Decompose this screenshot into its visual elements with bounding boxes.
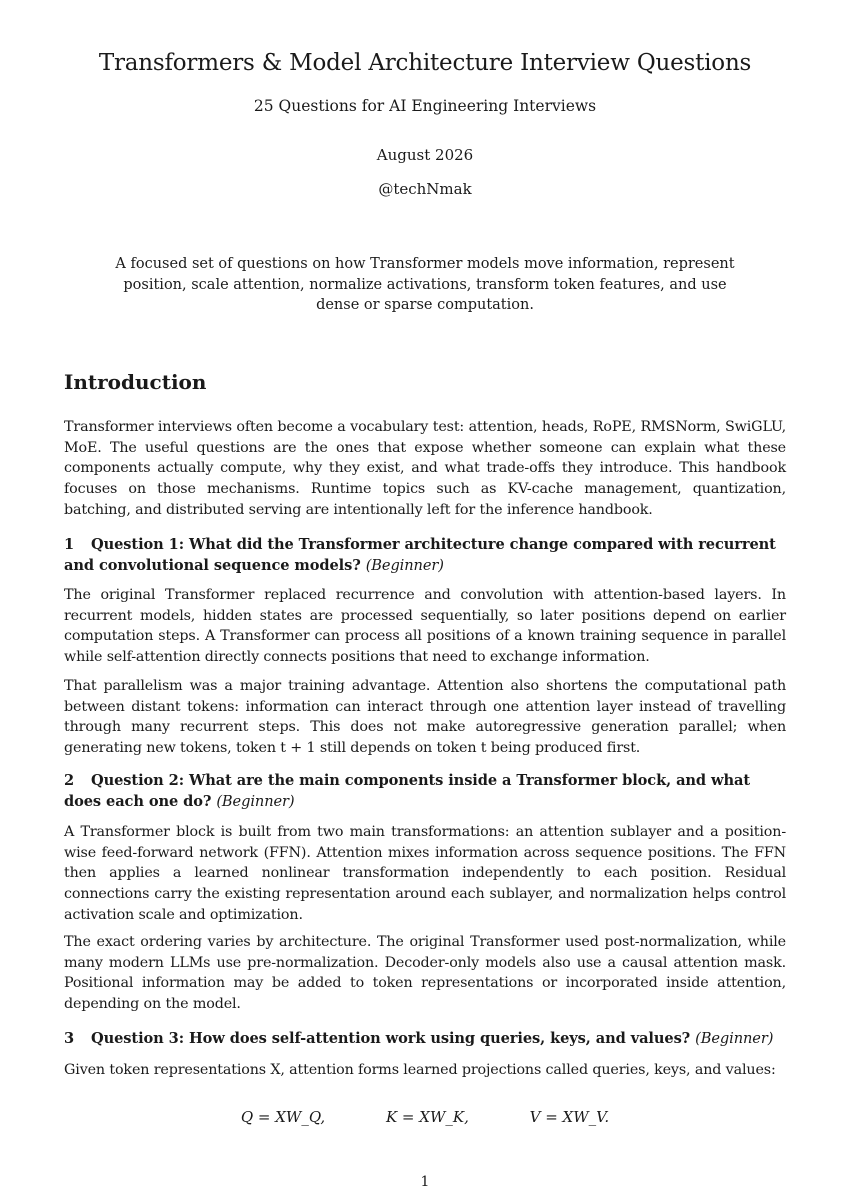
introduction-heading: Introduction xyxy=(64,370,207,394)
introduction-paragraph: Transformer interviews often become a vocabulary test: attention, heads, RoPE, RMSNorm, SwiGLU, MoE. The useful questions are the ones that expose whether someone can explain what these components actually compute, why they exist, and what trade-offs they introduce. This handbook focuses on those mechanisms. Runtime topics such as KV-cache management, quantization, batching, and distributed serving are intentionally left for the inference handbook. xyxy=(64,419,786,518)
question-2-paragraph-2: The exact ordering varies by architecture. The original Transformer used post-normalization, while many modern LLMs use pre-normalization. Decoder-only models also use a causal attention mask. Positional information may be added to token representations or incorporated inside attention, depending on the model. xyxy=(64,934,786,1013)
question-2-title: Question 2: What are the main components inside a Transformer block, and what does each one do? xyxy=(64,772,750,810)
query-equation: Q = XW_Q, xyxy=(240,1108,326,1126)
question-3-number: 3 xyxy=(64,1030,75,1047)
page-number: 1 xyxy=(420,1174,430,1190)
question-1-heading xyxy=(64,535,786,576)
value-equation: V = XW_V. xyxy=(529,1108,610,1126)
question-2-level: (Beginner) xyxy=(216,792,295,810)
question-1-paragraph-2: That parallelism was a major training advantage. Attention also shortens the computational path between distant tokens: information can interact through one attention layer instead of travelling through many recurrent steps. This does not make autoregressive generation parallel; when generating new tokens, token t + 1 still depends on token t being produced first. xyxy=(64,678,786,757)
question-3-level: (Beginner) xyxy=(695,1030,774,1047)
question-1-title: Question 1: What did the Transformer architecture change compared with recurrent and convolutional sequence models? xyxy=(64,536,776,574)
question-1-level: (Beginner) xyxy=(365,556,444,574)
question-3-paragraph-1: Given token representations X, attention forms learned projections called queries, keys, and values: xyxy=(64,1062,776,1078)
question-3-heading xyxy=(64,1029,786,1050)
key-equation: K = XW_K, xyxy=(385,1108,469,1126)
question-3-title: Question 3: How does self-attention work using queries, keys, and values? xyxy=(91,1030,691,1047)
page-subtitle: 25 Questions for AI Engineering Interviews xyxy=(253,97,597,115)
abstract: A focused set of questions on how Transformer models move information, represent position, scale attention, normalize activations, transform token features, and use dense or sparse computation. xyxy=(115,256,735,313)
question-1-paragraph-1: The original Transformer replaced recurrence and convolution with attention-based layers. In recurrent models, hidden states are processed sequentially, so later positions depend on earlier computation steps. A Transformer can process all positions of a known training sequence in parallel while self-attention directly connects positions that need to exchange information. xyxy=(64,587,786,666)
question-2-heading xyxy=(64,771,786,812)
question-2-number: 2 xyxy=(64,772,75,789)
publication-date: August 2026 xyxy=(376,146,474,164)
question-1-number: 1 xyxy=(64,536,75,553)
author-handle: @techNmak xyxy=(378,180,472,198)
question-2-paragraph-1: A Transformer block is built from two main transformations: an attention sublayer and a position-wise feed-forward network (FFN). Attention mixes information across sequence positions. The FFN then applies a learned nonlinear transformation independently to each position. Residual connections carry the existing representation around each sublayer, and normalization helps control activation scale and optimization. xyxy=(64,824,786,923)
qkv-equation xyxy=(0,1108,850,1126)
page-title: Transformers & Model Architecture Interview Questions xyxy=(98,50,752,76)
